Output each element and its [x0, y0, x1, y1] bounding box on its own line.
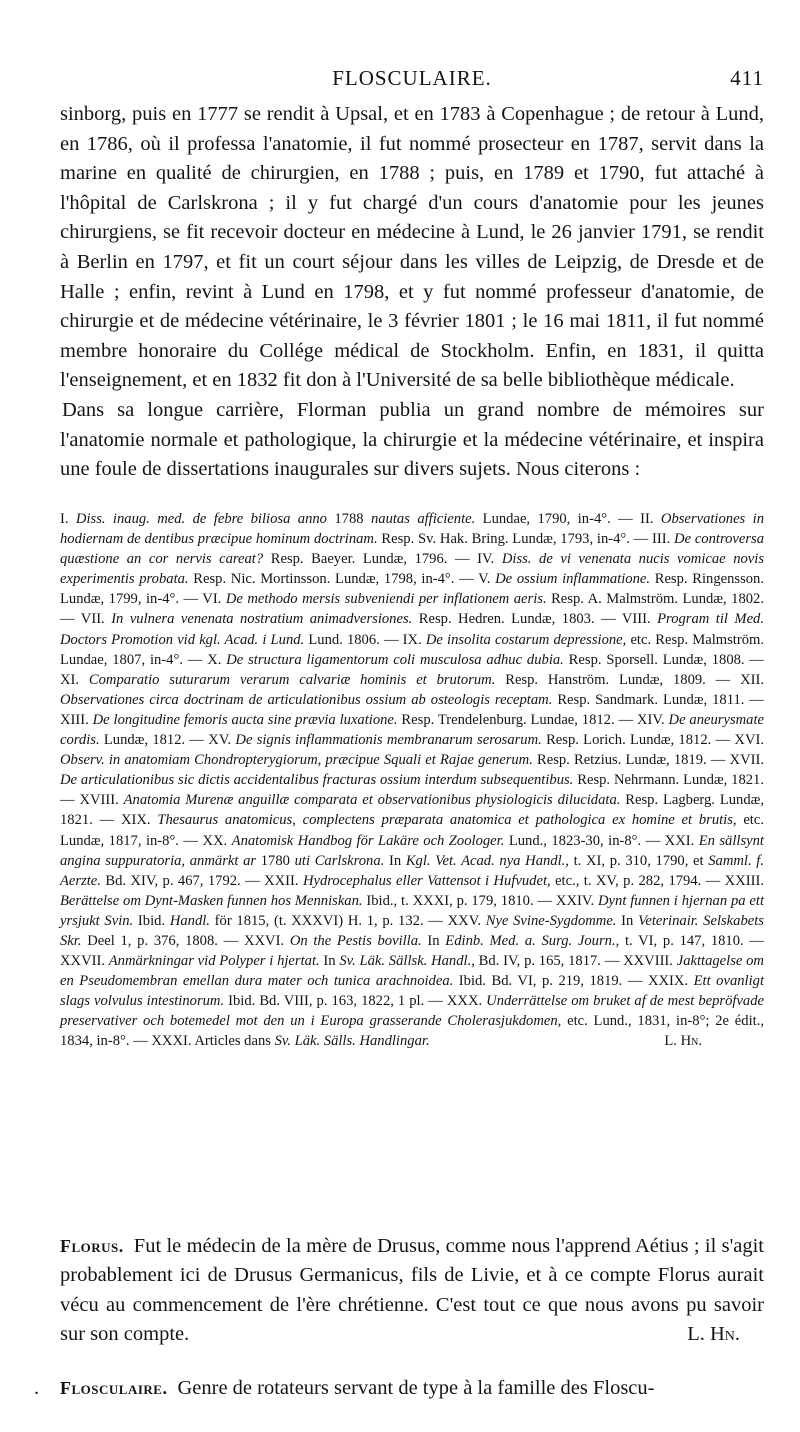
bibliography-segment: In: [319, 953, 340, 970]
bullet-mark: .: [34, 1377, 40, 1399]
bibliography-segment: Resp. A. Malmström. Lundæ, 1802. — VII.: [60, 591, 765, 628]
bibliography-segment: Ibid. Bd. VI, p. 219, 1819. — XXIX.: [453, 973, 694, 990]
bibliography-segment: Lund., 1823-30, in-8°. — XXI.: [504, 832, 699, 849]
bibliography-segment: Bd. IV, p. 165, 1817. — XXVIII.: [474, 953, 677, 970]
bibliography-segment: Resp. Hedren. Lundæ, 1803. — VIII.: [412, 611, 658, 628]
bibliography-segment: Lund. 1806. — IX.: [304, 631, 426, 648]
bibliography-segment: Resp. Sporsell. Lundæ, 1808. — XI.: [60, 651, 764, 688]
bibliography-segment: Bd. XIV, p. 467, 1792. — XXII.: [100, 872, 303, 889]
bibliography-title-segment: Hydrocephalus eller Vattensot i Hufvudet,: [302, 872, 551, 889]
bibliography-title-segment: Ett ovanligt slags volvulus intestinorum.: [60, 973, 764, 1010]
bibliography-list: [60, 509, 764, 1052]
bibliography-title-segment: De articulationibus sic dictis accidentalibus fracturas ossium interdum subsequentibus.: [60, 772, 574, 789]
bibliography-segment: I.: [60, 511, 76, 527]
bibliography-segment: Ibid.: [133, 912, 170, 929]
paragraph-biography: sinborg, puis en 1777 se rendit à Upsal, et en 1783 à Copenhague ; de retour à Lund, en 1786, où il professa l'anatomie, il fut nommé prosecteur en 1787, servit dans la marine en qualité de chirurgien, en 1788 ; puis, en 1789 et 1790, fut attaché à l'hôpital de Carlskrona ; il y fut chargé d'un cours d'anatomie pour les jeunes chirurgiens, se fit recevoir docteur en médecine à Lund, le 26 janvier 1791, se rendit à Berlin en 1797, et fit un court séjour dans les villes de Leipzig, de Dresde et de Halle ; enfin, revint à Lund en 1798, et y fut nommé professeur d'anatomie, de chirurgie et de médecine vétérinaire, le 3 février 1801 ; le 16 mai 1811, il fut nommé membre honoraire du Collége médical de Stockholm. Enfin, en 1831, il quitta l'enseignement, et en 1832 fit don à l'Université de sa belle bibliothèque médicale.: [60, 103, 764, 392]
bibliography-title-segment: En sällsynt angina suppuratoria, anmärkt ar: [60, 832, 764, 869]
bibliography-segment: 1788: [326, 511, 371, 527]
bibliography-segment: etc. Resp. Malmström. Lundae, 1807, in-4°. — X.: [60, 631, 764, 668]
bibliography-title-segment: De insolita costarum depressione,: [425, 631, 627, 648]
bibliography-title-segment: On the Pestis bovilla.: [289, 932, 422, 949]
bibliography-segment: t. XI, p. 310, 1790, et: [568, 852, 709, 869]
bibliography-title-segment: Berättelse om Dynt-Masken funnen hos Menniskan.: [60, 892, 363, 909]
bibliography-segment: Resp. Nic. Mortinsson. Lundæ, 1798, in-4°. — V.: [188, 571, 496, 588]
entry-text: Fut le médecin de la mère de Drusus, comme nous l'apprend Aétius ; il s'agit probablement ici de Drusus Germanicus, fils de Livie, et à ce compte Florus aurait vécu au commencement de l'ère chrétienne. C'est tout ce que nous avons pu savoir sur son compte.: [60, 1235, 764, 1346]
bibliography-title-segment: Observ. in anatomiam Chondropterygiorum, præcipue Squali et Rajae generum.: [60, 752, 533, 769]
bibliography-title-segment: Kgl. Vet. Acad. nya Handl.,: [405, 852, 569, 869]
bibliography-title-segment: De aneurysmate cordis.: [60, 711, 764, 749]
bibliography-title-segment: Anatomisk Handbog för Lakäre och Zoologer.: [231, 832, 505, 849]
bibliography-segment: etc. Lund., 1831, in-8°; 2e édit., 1834, in-8°. — XXXI. Articles dans: [60, 1013, 764, 1050]
bibliography-title-segment: In vulnera venenata nostratium animadversiones.: [111, 611, 413, 628]
bibliography-title-segment: nautas afficiente.: [370, 511, 476, 527]
entry-headword: Florus.: [60, 1236, 124, 1256]
bibliography-title-segment: Samml. f. Aerzte.: [60, 852, 765, 889]
bibliography-title-segment: Thesaurus anatomicus, complectens præparata anatomica et pathologica ex homine et brutis,: [157, 812, 737, 829]
bibliography-title-segment: De signis inflammationis membranarum serosarum.: [235, 732, 542, 749]
bibliography-title-segment: Handl.: [169, 912, 210, 929]
bibliography-title-segment: De structura ligamentorum coli musculosa adhuc dubia.: [226, 651, 564, 668]
bibliography-title-segment: Dynt funnen i hjernan pa ett yrsjukt Svin.: [60, 892, 764, 929]
entry-flosculaire: [34, 1374, 764, 1403]
bibliography-title-segment: Program til Med. Doctors Promotion vid kgl. Acad. i Lund.: [60, 611, 764, 648]
bibliography-title-segment: Comparatio suturarum verarum calvariæ hominis et brutorum.: [88, 671, 496, 688]
bibliography-segment: In: [384, 852, 406, 869]
bibliography-title-segment: De controversa quæstione an cor nervis careat?: [60, 531, 764, 568]
bibliography-segment: Deel 1, p. 376, 1808. — XXVI.: [81, 932, 290, 949]
entry-text: Genre de rotateurs servant de type à la famille des Floscu-: [177, 1377, 655, 1399]
bibliography-title-segment: Nye Svine-Sygdomme.: [485, 912, 617, 929]
bibliography-title-segment: Edinb. Med. a. Surg. Journ.,: [445, 932, 620, 949]
bibliography-title-segment: Underrättelse om bruket af de mest bepröfvade preservativer och botemedel mot den un i Europa grasserande Cholerasjukdomen,: [60, 993, 765, 1030]
bibliography-segment: Ibid., t. XXXI, p. 179, 1810. — XXIV.: [362, 892, 599, 909]
bibliography-segment: etc., t. XV, p. 282, 1794. — XXIII.: [550, 872, 764, 889]
running-title: FLOSCULAIRE.: [332, 66, 492, 90]
bibliography-segment: Resp. Sandmark. Lundæ, 1811. — XIII.: [60, 691, 764, 728]
bibliography-title-segment: De longitudine femoris aucta sine prævia luxatione.: [92, 711, 398, 728]
bibliography-segment: Resp. Ringensson. Lundæ, 1799, in-4°. — VI.: [60, 571, 764, 608]
entry-signature: L. Hn.: [687, 1323, 740, 1346]
bibliography-segment: Resp. Sv. Hak. Bring. Lundæ, 1793, in-4°. — III.: [377, 531, 675, 548]
bibliography-segment: Resp. Retzius. Lundæ, 1819. — XVII.: [532, 752, 764, 769]
bibliography-title-segment: Diss. de vi venenata nucis vomicae novis experimentis probata.: [60, 551, 765, 588]
bibliography-title-segment: Anatomia Murenæ anguillæ comparata et observationibus physiologicis dilucidata.: [123, 792, 621, 809]
body-text: [60, 100, 764, 485]
bibliography-title-segment: Sv. Läk. Sällsk. Handl.,: [339, 953, 475, 970]
bibliography-segment: för 1815, (t. XXXVI) H. 1, p. 132. — XXV.: [209, 912, 486, 929]
bibliography-segment: Resp. Trendelenburg. Lundae, 1812. — XIV.: [397, 711, 669, 728]
bibliography-signature: L. Hn.: [664, 1033, 702, 1050]
bibliography-segment: Lundæ, 1812. — XV.: [99, 732, 236, 749]
bibliography-title-segment: Observationes circa doctrinam de articulationibus ossium ab osteologis receptam.: [60, 691, 553, 708]
bibliography-segment: Ibid. Bd. VIII, p. 163, 1822, 1 pl. — XXX.: [224, 993, 487, 1010]
bibliography-title-segment: uti Carlskrona.: [294, 852, 385, 869]
bibliography-segment: etc. Lundæ, 1817, in-8°. — XX.: [60, 812, 764, 849]
bibliography-title-segment: Veterinair. Selskabets Skr.: [60, 912, 764, 949]
bibliography-title-segment: Diss. inaug. med. de febre biliosa anno: [75, 511, 327, 527]
bibliography-segment: t. VI, p. 147, 1810. — XXVII.: [60, 932, 764, 970]
bibliography-title-segment: Jakttagelse om en Pseudomembran emellan dura mater och tunica arachnoidea.: [60, 953, 764, 990]
bibliography-title-segment: Observationes in hodiernam de dentibus præcipue hominum doctrinam.: [60, 511, 764, 548]
bibliography-title-segment: Anmärkningar vid Polyper i hjertat.: [108, 953, 320, 970]
bibliography-segment: Resp. Hanström. Lundæ, 1809. — XII.: [495, 671, 764, 688]
bibliography-segment: 1780: [256, 852, 295, 869]
bibliography-title-segment: De methodo mersis subveniendi per inflationem aeris.: [225, 591, 547, 608]
bibliography-segment: Resp. Lorich. Lundæ, 1812. — XVI.: [541, 732, 764, 749]
entry-headword: Flosculaire.: [60, 1378, 168, 1398]
bibliography-segment: Lundae, 1790, in-4°. — II.: [475, 511, 661, 527]
bibliography-title-segment: De ossium inflammatione.: [495, 571, 651, 588]
bibliography-segment: In: [616, 912, 639, 929]
paragraph-publications-intro: Dans sa longue carrière, Florman publia un grand nombre de mémoires sur l'anatomie normale et pathologique, la chirurgie et la médecine vétérinaire, et inspira une foule de dissertations inaugurales sur divers sujets. Nous citerons :: [60, 398, 764, 481]
entry-florus: [60, 1232, 764, 1350]
bibliography-title-segment: Sv. Läk. Sälls. Handlingar.: [274, 1033, 430, 1050]
bibliography-text: [60, 511, 764, 1049]
bibliography-segment: Resp. Baeyer. Lundæ, 1796. — IV.: [263, 551, 502, 568]
page-number: 411: [730, 66, 764, 90]
bibliography-segment: Resp. Nehrmann. Lundæ, 1821. — XVIII.: [60, 772, 764, 809]
bibliography-segment: Resp. Lagberg. Lundæ, 1821. — XIX.: [60, 792, 765, 829]
bibliography-segment: In: [421, 932, 446, 949]
